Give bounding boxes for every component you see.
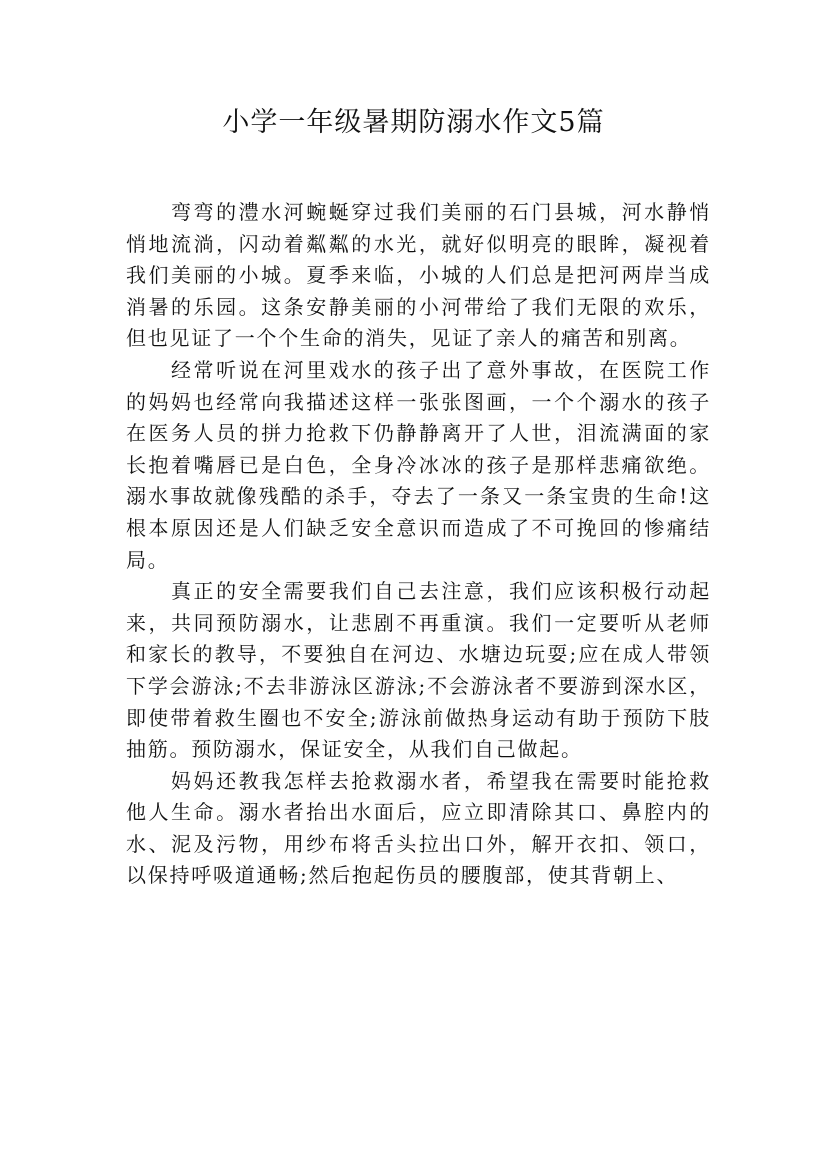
paragraph-1: 弯弯的澧水河蜿蜒穿过我们美丽的石门县城，河水静悄悄地流淌，闪动着粼粼的水光，就好似明亮的眼眸，凝视着我们美丽的小城。夏季来临，小城的人们总是把河两岸当成消暑的乐园。这条安静美丽的小河带给了我们无限的欢乐，但也见证了一个个生命的消失，见证了亲人的痛苦和别离。 <box>126 200 711 351</box>
document-title: 小学一年级暑期防溺水作文5篇 <box>222 107 605 138</box>
document-body <box>126 197 711 892</box>
paragraph-4: 妈妈还教我怎样去抢救溺水者，希望我在需要时能抢救他人生命。溺水者抬出水面后，应立即清除其口、鼻腔内的水、泥及污物，用纱布将舌头拉出口外，解开衣扣、领口，以保持呼吸道通畅;然后抱起伤员的腰腹部，使其背朝上、 <box>126 768 711 888</box>
paragraph-2: 经常听说在河里戏水的孩子出了意外事故，在医院工作的妈妈也经常向我描述这样一张张图画，一个个溺水的孩子在医务人员的拼力抢救下仍静静离开了人世，泪流满面的家长抱着嘴唇已是白色，全身冷冰冰的孩子是那样悲痛欲绝。溺水事故就像残酷的杀手，夺去了一条又一条宝贵的生命!这根本原因还是人们缺乏安全意识而造成了不可挽回的惨痛结局。 <box>126 357 711 572</box>
paragraph-3: 真正的安全需要我们自己去注意，我们应该积极行动起来，共同预防溺水，让悲剧不再重演。我们一定要听从老师和家长的教导，不要独自在河边、水塘边玩耍;应在成人带领下学会游泳;不去非游泳区游泳;不会游泳者不要游到深水区，即使带着救生圈也不安全;游泳前做热身运动有助于预防下肢抽筋。预防溺水，保证安全，从我们自己做起。 <box>126 579 711 762</box>
